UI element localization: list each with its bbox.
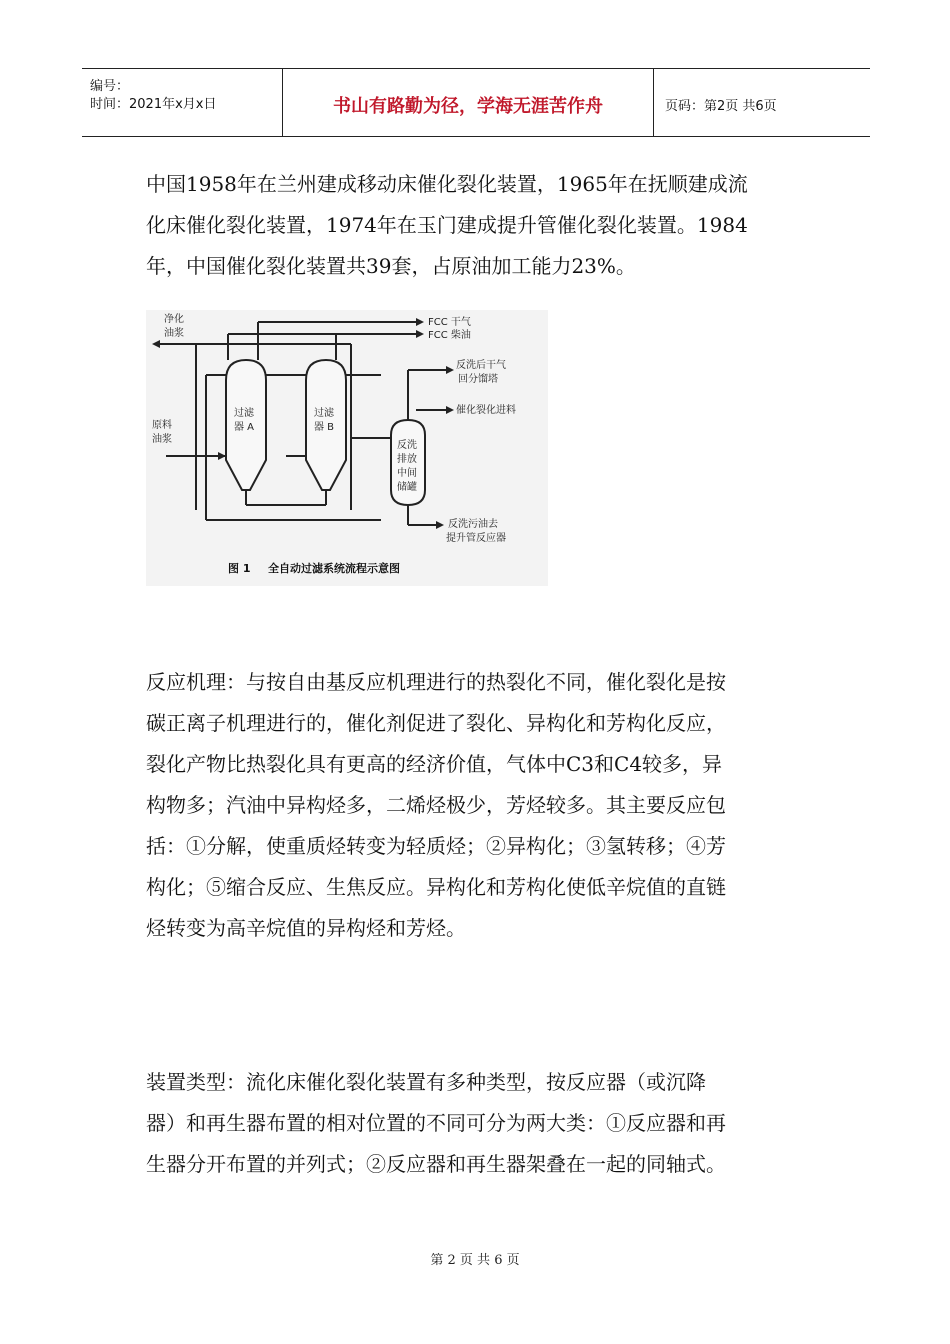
label-raw-slurry: 原料 [152, 420, 172, 431]
label-tank: 储罐 [397, 482, 417, 493]
label-cracking-feed: 催化裂化进料 [456, 405, 516, 416]
label-dirty-oil: 提升管反应器 [446, 533, 506, 544]
text-line: 构化；⑤缩合反应、生焦反应。异构化和芳构化使低辛烷值的直链 [146, 875, 726, 899]
label-tank: 中间 [397, 468, 417, 479]
time-label: 时间：2021年x月x日 [90, 97, 217, 112]
figure-caption-number: 图 1 [228, 562, 251, 575]
figure-caption-text: 全自动过滤系统流程示意图 [268, 562, 400, 575]
label-tank: 反洗 [397, 440, 417, 451]
text-line: 裂化产物比热裂化具有更高的经济价值，气体中C3和C4较多，异 [146, 752, 723, 776]
text-line: 器）和再生器布置的相对位置的不同可分为两大类：①反应器和再 [146, 1111, 726, 1135]
text-line: 烃转变为高辛烷值的异构烃和芳烃。 [146, 916, 466, 940]
header-center-cell [282, 69, 654, 136]
label-filter-b: 器 B [314, 422, 335, 433]
label-fcc-diesel: FCC 柴油 [428, 330, 471, 341]
label-backwash-dry-gas: 回分馏塔 [458, 374, 498, 385]
text-line: 生器分开布置的并列式；②反应器和再生器架叠在一起的同轴式。 [146, 1152, 726, 1176]
page-header [82, 68, 870, 137]
text-line: 构物多；汽油中异构烃多，二烯烃极少，芳烃较多。其主要反应包 [146, 793, 726, 817]
text-line: 反应机理：与按自由基反应机理进行的热裂化不同，催化裂化是按 [146, 670, 726, 694]
device-types-paragraph [146, 1062, 811, 1185]
text-line: 碳正离子机理进行的，催化剂促进了裂化、异构化和芳构化反应， [146, 711, 726, 735]
page-footer: 第 2 页 共 6 页 [430, 1253, 520, 1268]
label-tank: 排放 [397, 454, 417, 465]
label-dirty-oil: 反洗污油去 [448, 519, 498, 530]
filtration-flow-diagram [146, 310, 548, 586]
mechanism-paragraph [146, 662, 811, 949]
label-raw-slurry: 油浆 [152, 434, 172, 445]
label-filter-a: 过滤 [234, 408, 254, 419]
text-line: 装置类型：流化床催化裂化装置有多种类型，按反应器（或沉降 [146, 1070, 706, 1094]
label-filter-a: 器 A [234, 422, 255, 433]
text-line: 年，中国催化裂化装置共39套，占原油加工能力23%。 [146, 254, 636, 278]
label-filter-b: 过滤 [314, 408, 334, 419]
text-line: 化床催化裂化装置，1974年在玉门建成提升管催化裂化装置。1984 [146, 213, 748, 237]
intro-paragraph [146, 164, 811, 287]
header-left-cell [82, 69, 282, 136]
header-motto: 书山有路勤为径，学海无涯苦作舟 [333, 96, 603, 117]
text-line: 括：①分解，使重质烃转变为轻质烃；②异构化；③氢转移；④芳 [146, 834, 726, 858]
label-backwash-dry-gas: 反洗后干气 [456, 360, 506, 371]
text-line: 中国1958年在兰州建成移动床催化裂化装置，1965年在抚顺建成流 [146, 172, 748, 196]
page-info: 页码：第2页 共6页 [665, 99, 777, 114]
header-right-cell [653, 69, 870, 136]
label-purified-slurry: 油浆 [164, 328, 184, 339]
process-flow-figure [146, 310, 548, 586]
label-purified-slurry: 净化 [164, 314, 184, 325]
label-fcc-dry-gas: FCC 干气 [428, 317, 471, 328]
number-label: 编号： [90, 79, 130, 94]
